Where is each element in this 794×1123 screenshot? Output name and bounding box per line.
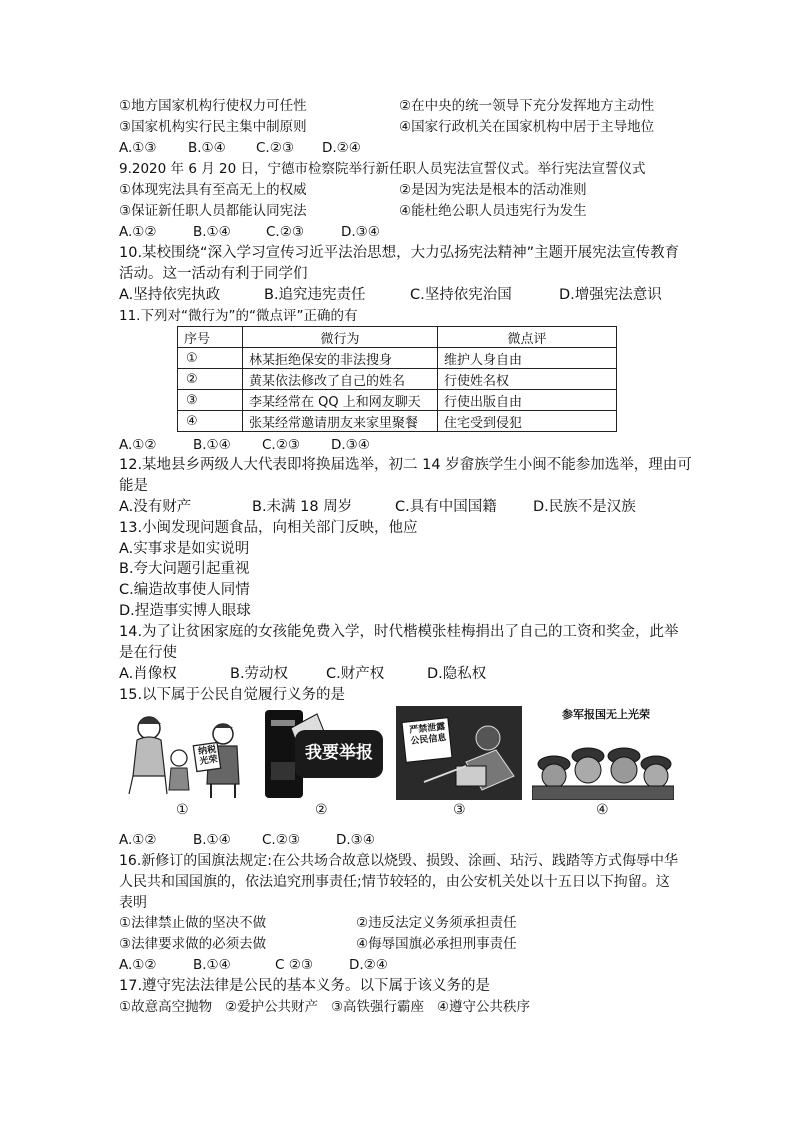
q11-option-c: C.②③ [262, 437, 300, 453]
q16-stem-line3: 表明 [119, 895, 147, 911]
info-protection-illustration [396, 706, 522, 800]
table-row [178, 369, 617, 390]
q11-table-header [178, 327, 617, 348]
q16-statement-3: ③法律要求做的必须去做 [119, 936, 267, 952]
q16-statement-4: ④侮辱国旗必承担刑事责任 [356, 936, 517, 952]
q15-option-b: B.①④ [193, 832, 231, 848]
table-cell: 住宅受到侵犯 [438, 411, 617, 432]
q11-option-a: A.①② [119, 437, 157, 453]
q8-statement-3: ③国家机构实行民主集中制原则 [119, 119, 307, 135]
q14-option-c: C.财产权 [326, 666, 385, 682]
q12-option-b: B.未满 18 周岁 [252, 499, 353, 515]
q8-statement-4: ④国家行政机关在国家机构中居于主导地位 [399, 119, 655, 135]
q15-picture-1 [121, 706, 255, 800]
q10-option-a: A.坚持依宪执政 [119, 287, 221, 303]
q16-statement-2: ②违反法定义务须承担责任 [356, 915, 517, 931]
table-cell: ③ [178, 390, 243, 411]
q8-statement-1: ①地方国家机构行使权力可任性 [119, 98, 307, 114]
q15-picture-4 [532, 706, 674, 800]
q11-header-behavior: 微行为 [243, 327, 438, 348]
table-cell: 维护人身自由 [438, 348, 617, 369]
q16-option-a: A.①② [119, 957, 157, 973]
q9-statement-3: ③保证新任职人员都能认同宪法 [119, 203, 307, 219]
q11-option-b: B.①④ [193, 437, 231, 453]
table-cell: 李某经常在 QQ 上和网友聊天 [243, 390, 438, 411]
q8-option-b: B.①④ [188, 140, 226, 156]
q14-stem-line1: 14.为了让贫困家庭的女孩能免费入学，时代楷模张桂梅捐出了自己的工资和奖金，此举 [119, 624, 679, 640]
q15-option-d: D.③④ [336, 832, 375, 848]
q13-option-a: A.实事求是如实说明 [119, 541, 250, 557]
report-text: 我要举报 [305, 743, 373, 763]
q12-option-c: C.具有中国国籍 [395, 499, 497, 515]
q15-picture-2 [261, 706, 387, 800]
q14-option-d: D.隐私权 [427, 666, 487, 682]
q12-stem-line2: 能是 [119, 478, 148, 494]
q12-option-d: D.民族不是汉族 [533, 499, 636, 515]
q9-option-b: B.①④ [193, 224, 231, 240]
q15-stem: 15.以下属于公民自觉履行义务的是 [119, 687, 346, 703]
table-row [178, 348, 617, 369]
table-cell: 行使姓名权 [438, 369, 617, 390]
q9-statement-2: ②是因为宪法是根本的活动准则 [399, 182, 587, 198]
q13-option-c: C.编造故事使人同情 [119, 582, 250, 598]
q10-stem-line2: 活动。这一活动有利于同学们 [119, 266, 308, 282]
q9-stem: 9.2020 年 6 月 20 日，宁德市检察院举行新任职人员宪法宣誓仪式。举行宪法宣誓仪式 [119, 161, 646, 177]
picture-label-4: ④ [596, 802, 609, 818]
q9-statement-4: ④能杜绝公职人员违宪行为发生 [399, 203, 587, 219]
q11-header-index: 序号 [178, 327, 243, 348]
q16-stem-line1: 16.新修订的国旗法规定:在公共场合故意以烧毁、损毁、涂画、玷污、践踏等方式侮辱中华 [119, 853, 678, 869]
info-sign: 严禁泄露公民信息 [408, 722, 447, 747]
table-cell: 张某经常邀请朋友来家里聚餐 [243, 411, 438, 432]
picture-label-3: ③ [453, 802, 466, 818]
q9-option-c: C.②③ [266, 224, 304, 240]
q9-option-d: D.③④ [341, 224, 380, 240]
table-row [178, 411, 617, 432]
tax-glory-sign: 纳税光荣 [197, 744, 219, 768]
q13-stem: 13.小闽发现问题食品，向相关部门反映，他应 [119, 520, 418, 536]
q13-option-b: B.夸大问题引起重视 [119, 561, 250, 577]
q11-header-comment: 微点评 [438, 327, 617, 348]
table-cell: 林某拒绝保安的非法搜身 [243, 348, 438, 369]
q8-statement-2: ②在中央的统一领导下充分发挥地方主动性 [399, 98, 655, 114]
table-cell: ② [178, 369, 243, 390]
q14-stem-line2: 是在行使 [119, 645, 177, 661]
q11-stem: 11.下列对“微行为”的“微点评”正确的有 [119, 308, 358, 324]
q16-statement-1: ①法律禁止做的坚决不做 [119, 915, 267, 931]
q12-stem-line1: 12.某地县乡两级人大代表即将换届选举，初二 14 岁畲族学生小闽不能参加选举，理由可 [119, 457, 692, 473]
q12-option-a: A.没有财产 [119, 499, 192, 515]
q15-picture-3 [396, 706, 522, 800]
table-cell: ① [178, 348, 243, 369]
q17-options: ①故意高空抛物 ②爱护公共财产 ③高铁强行霸座 ④遵守公共秩序 [119, 999, 531, 1015]
q9-statement-1: ①体现宪法具有至高无上的权威 [119, 182, 307, 198]
q11-table [177, 326, 617, 432]
q17-stem: 17.遵守宪法法律是公民的基本义务。以下属于该义务的是 [119, 978, 491, 994]
q11-option-d: D.③④ [331, 437, 370, 453]
q10-option-b: B.追究违宪责任 [264, 287, 366, 303]
q8-option-d: D.②④ [322, 140, 361, 156]
q16-option-b: B.①④ [193, 957, 231, 973]
q16-option-d: D.②④ [349, 957, 388, 973]
q15-option-a: A.①② [119, 832, 157, 848]
q14-option-a: A.肖像权 [119, 666, 177, 682]
q8-option-c: C.②③ [256, 140, 294, 156]
table-cell: ④ [178, 411, 243, 432]
q16-option-c: C ②③ [275, 957, 313, 973]
picture-label-1: ① [176, 802, 189, 818]
q16-stem-line2: 人民共和国国旗的，依法追究刑事责任;情节较轻的，由公安机关处以十五日以下拘留。这 [119, 874, 670, 890]
q15-option-c: C.②③ [262, 832, 300, 848]
table-cell: 行使出版自由 [438, 390, 617, 411]
q10-stem-line1: 10.某校围绕“深入学习宣传习近平法治思想，大力弘扬宪法精神”主题开展宪法宣传教育 [119, 245, 680, 261]
q14-option-b: B.劳动权 [230, 666, 289, 682]
army-slogan: 参军报国无上光荣 [562, 708, 650, 721]
q9-option-a: A.①② [119, 224, 157, 240]
q10-option-c: C.坚持依宪治国 [410, 287, 512, 303]
q10-option-d: D.增强宪法意识 [559, 287, 662, 303]
picture-label-2: ② [315, 802, 328, 818]
table-cell: 黄某依法修改了自己的姓名 [243, 369, 438, 390]
table-row [178, 390, 617, 411]
q8-option-a: A.①③ [119, 140, 157, 156]
q13-option-d: D.捏造事实博人眼球 [119, 603, 251, 619]
family-tax-illustration [121, 706, 255, 800]
